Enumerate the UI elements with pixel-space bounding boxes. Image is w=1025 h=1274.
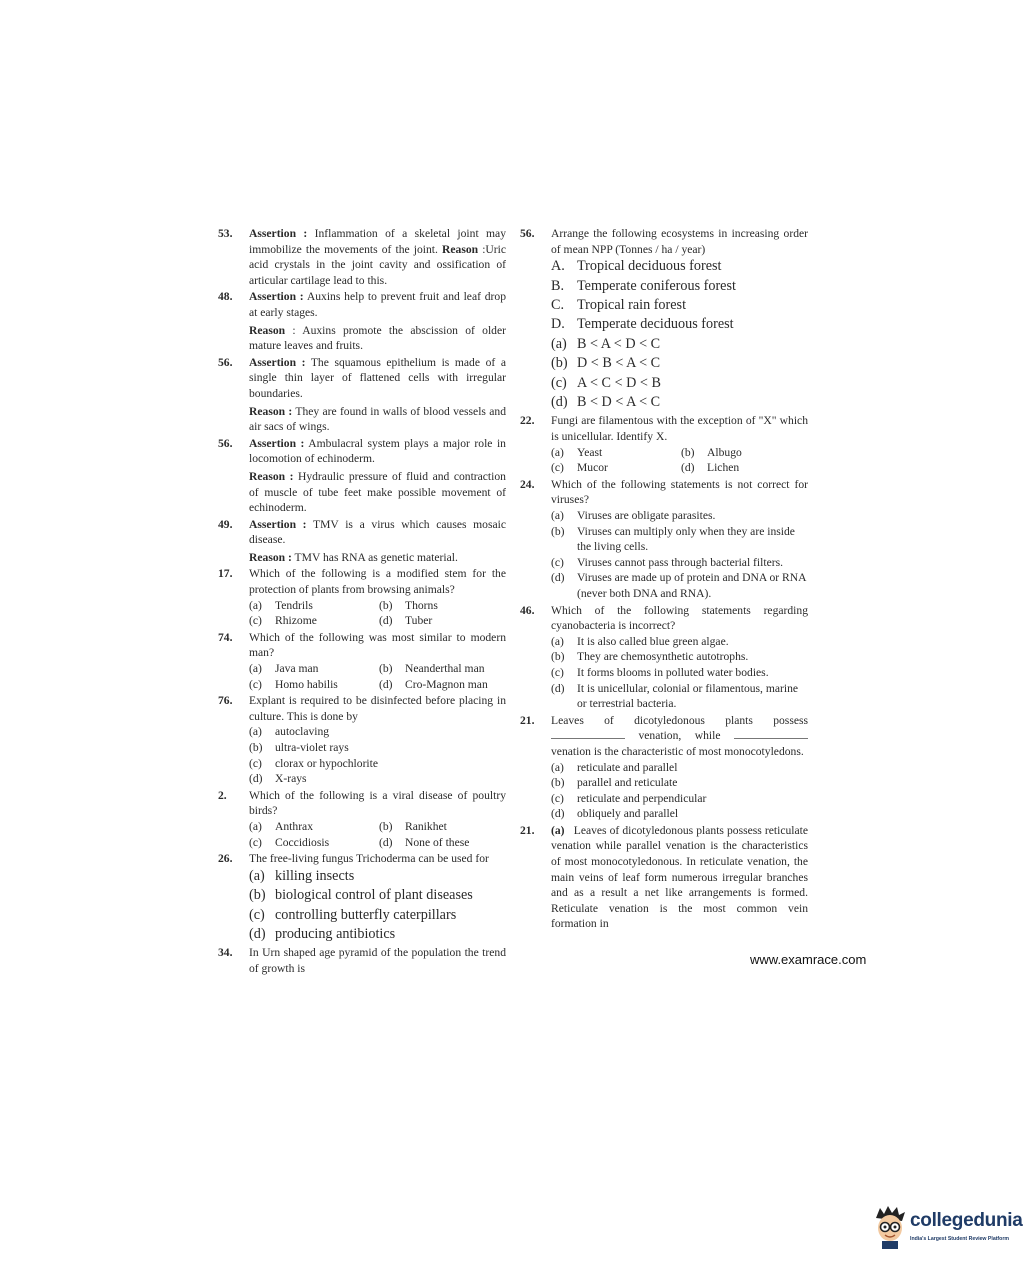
option-b [681, 445, 808, 461]
option-d [551, 806, 808, 822]
options [551, 445, 808, 476]
option-letter: (d) [681, 461, 695, 475]
question-text: In Urn shaped age pyramid of the population the trend of growth is [249, 946, 506, 975]
question-text: Arrange the following ecosystems in increasing order of mean NPP (Tonnes / ha / year) [551, 227, 808, 256]
option-letter: (a) [551, 760, 564, 774]
option-text: They are chemosynthetic autotrophs. [577, 650, 749, 664]
option-letter: (c) [249, 756, 262, 770]
question-number: 48. [218, 290, 233, 304]
question-56-ambulacral [218, 436, 506, 516]
question-text: Which of the following is a modified stem for the protection of plants from browsing animals? [249, 567, 506, 597]
option-letter: (d) [249, 772, 263, 786]
option-letter: (d) [379, 677, 393, 691]
question-number: 46. [520, 603, 535, 617]
watermark: www.examrace.com [750, 952, 867, 967]
option-b [379, 598, 506, 614]
option-a [551, 634, 808, 650]
option-text: parallel and reticulate [577, 776, 678, 790]
option-c [551, 555, 808, 571]
option-text: Rhizome [275, 614, 317, 628]
option-b [379, 661, 506, 677]
question-number: 56. [218, 355, 233, 369]
reason-text: :Uric acid crystals in the joint cavity and ossification of articular cartilage lead to this. [249, 242, 507, 287]
logo-tagline: India's Largest Student Review Platform [910, 1236, 1009, 1242]
option-a [551, 760, 808, 776]
option-text: Neanderthal man [405, 662, 485, 676]
option-text: killing insects [275, 867, 355, 884]
item-letter: A. [551, 258, 565, 275]
answer-21 [520, 823, 808, 932]
option-a [249, 867, 506, 886]
options [249, 819, 506, 850]
reason-label: Reason [442, 242, 479, 256]
reason-text: They are found in walls of blood vessels and air sacs of wings. [249, 404, 506, 434]
question-number: 74. [218, 630, 233, 644]
assertion-text: TMV is a virus which causes mosaic disease. [249, 517, 506, 547]
option-letter: (c) [249, 614, 262, 628]
option-a [249, 598, 379, 614]
option-letter: (d) [249, 925, 266, 942]
answer-number: 21. [520, 823, 535, 837]
option-text: reticulate and parallel [577, 760, 678, 774]
option-text: Mucor [577, 461, 608, 475]
item-letter: B. [551, 277, 565, 294]
question-number: 22. [520, 414, 535, 428]
question-number: 56. [520, 227, 535, 240]
option-a [551, 508, 808, 524]
option-text: Ranikhet [405, 819, 447, 833]
option-letter: (c) [249, 835, 262, 849]
option-letter: (b) [551, 776, 565, 790]
option-text: Lichen [707, 461, 740, 475]
option-letter: (c) [551, 555, 564, 569]
option-c [249, 835, 379, 851]
option-a [551, 335, 808, 354]
reason-label: Reason [249, 323, 286, 337]
question-text: The free-living fungus Trichoderma can be used for [249, 852, 489, 866]
answer-explanation: Leaves of dicotyledonous plants possess reticulate venation while parallel venation is the characteristics of most monocotyledonous. In reticulate venation, the main veins of leaf form numerous irregular branches and as a result a net like arrangements is formed. Reticulate venation is the most common vein formation in [551, 823, 808, 931]
option-text: Tuber [405, 614, 433, 628]
option-text: Anthrax [275, 819, 313, 833]
item-letter: D. [551, 316, 565, 333]
option-text: B < D < A < C [577, 394, 661, 411]
option-d [249, 925, 506, 944]
option-c [551, 374, 808, 393]
option-letter: (a) [249, 598, 262, 612]
option-a [551, 445, 681, 461]
question-17 [218, 566, 506, 628]
question-number: 26. [218, 852, 233, 866]
option-b [551, 354, 808, 373]
option-text: B < A < D < C [577, 335, 661, 352]
fill-blank [551, 729, 625, 739]
option-letter: (c) [551, 665, 564, 679]
item-text: Temperate coniferous forest [577, 277, 736, 294]
question-46 [520, 603, 808, 712]
option-text: Cro-Magnon man [405, 677, 488, 691]
list-item [551, 315, 808, 334]
assertion-label: Assertion : [249, 355, 306, 369]
question-2 [218, 788, 506, 850]
option-letter: (d) [551, 394, 568, 411]
option-text: D < B < A < C [577, 355, 661, 372]
option-letter: (c) [551, 374, 567, 391]
question-text: Which of the following was most similar to modern man? [249, 630, 506, 660]
option-letter: (b) [551, 524, 565, 538]
options [249, 867, 506, 945]
option-b [551, 775, 808, 791]
option-a [249, 724, 506, 740]
option-letter: (d) [379, 835, 393, 849]
option-d [379, 613, 506, 629]
assertion-text: The squamous epithelium is made of a single thin layer of flattened cells with irregular boundaries. [249, 355, 506, 400]
item-letter: C. [551, 297, 565, 313]
option-letter: (a) [551, 634, 564, 648]
option-letter: (c) [249, 677, 262, 691]
option-letter: (c) [249, 906, 265, 923]
assertion-label: Assertion : [249, 227, 308, 240]
option-text: reticulate and perpendicular [577, 791, 707, 805]
option-letter: (b) [379, 662, 393, 676]
question-76 [218, 693, 506, 787]
option-text: Albugo [707, 445, 742, 459]
option-letter: (c) [551, 461, 564, 475]
question-text: Which of the following statements regarding cyanobacteria is incorrect? [551, 603, 808, 633]
option-letter: (a) [551, 335, 567, 352]
option-b [379, 819, 506, 835]
option-letter: (b) [249, 741, 263, 754]
option-d [551, 393, 808, 412]
option-text: X-rays [275, 772, 307, 786]
option-text: Java man [275, 662, 319, 676]
assertion-label: Assertion : [249, 517, 307, 531]
option-text: A < C < D < B [577, 374, 661, 391]
question-56-npp [520, 226, 808, 412]
option-letter: (d) [379, 614, 393, 628]
question-number: 34. [218, 946, 233, 960]
option-letter: (b) [379, 819, 393, 833]
question-number: 56. [218, 436, 233, 450]
option-d [249, 771, 506, 787]
option-text: ultra-violet rays [275, 741, 349, 754]
list-item [551, 296, 808, 315]
reason-text: TMV has RNA as genetic material. [294, 550, 458, 564]
question-number: 49. [218, 517, 233, 531]
options [249, 661, 506, 692]
question-text: Which of the following is a viral disease of poultry birds? [249, 788, 506, 818]
reason-label: Reason : [249, 550, 292, 564]
reason-text: : Auxins promote the abscission of older mature leaves and fruits. [249, 323, 506, 353]
option-d [379, 677, 506, 693]
option-text: Viruses cannot pass through bacterial filters. [577, 555, 783, 569]
left-column [218, 226, 506, 978]
option-c [249, 677, 379, 693]
option-c [551, 665, 808, 681]
option-letter: (d) [551, 681, 565, 695]
answer-option: (a) [551, 823, 565, 837]
option-letter: (d) [551, 571, 565, 585]
question-56-assertion [218, 355, 506, 435]
option-text: Coccidiosis [275, 835, 330, 849]
assertion-text: Auxins help to prevent fruit and leaf drop at early stages. [249, 290, 507, 319]
option-c [551, 791, 808, 807]
option-text: Thorns [405, 598, 438, 612]
option-b [249, 740, 506, 756]
item-text: Tropical deciduous forest [577, 258, 722, 275]
option-b [551, 524, 808, 555]
option-c [551, 460, 681, 476]
option-b [249, 886, 506, 905]
assertion-text: Inflammation of a skeletal joint may immobilize the movements of the joint. [249, 227, 506, 256]
option-letter: (a) [249, 725, 262, 739]
option-b [551, 649, 808, 665]
mascot-icon [872, 1204, 908, 1250]
option-letter: (a) [249, 867, 265, 884]
option-letter: (b) [681, 445, 695, 459]
question-text-part-3: venation is the characteristic of most monocotyledons. [551, 744, 804, 758]
question-text: Which of the following statements is not correct for viruses? [551, 477, 808, 507]
option-d [681, 460, 808, 476]
option-text: Viruses are made up of protein and DNA or RNA (never both DNA and RNA). [577, 571, 806, 600]
option-letter: (b) [551, 650, 565, 664]
option-text: Homo habilis [275, 677, 338, 691]
option-text: obliquely and parallel [577, 807, 679, 821]
option-d [551, 570, 808, 601]
question-number: 24. [520, 477, 535, 491]
question-text: Fungi are filamentous with the exception of "X" which is unicellular. Identify X. [551, 414, 808, 444]
question-number: 2. [218, 788, 227, 802]
question-text-part-2: venation, while [638, 729, 721, 743]
option-text: clorax or hypochlorite [275, 756, 379, 770]
option-letter: (b) [249, 887, 266, 904]
option-text: It is also called blue green algae. [577, 634, 729, 648]
option-c [249, 613, 379, 629]
logo-wordmark: collegedunia [910, 1210, 1023, 1231]
option-a [249, 661, 379, 677]
question-number: 53. [218, 227, 233, 240]
option-text: biological control of plant diseases [275, 887, 473, 904]
question-24 [520, 477, 808, 602]
option-text: It is unicellular, colonial or filamentous, marine or terrestrial bacteria. [577, 681, 799, 711]
item-text: Tropical rain forest [577, 297, 687, 313]
option-letter: (d) [551, 807, 565, 821]
right-column [520, 226, 808, 933]
question-26 [218, 851, 506, 944]
question-49 [218, 517, 506, 566]
option-letter: (b) [551, 355, 568, 372]
assertion-text: Ambulacral system plays a major role in locomotion of echinoderm. [249, 436, 506, 466]
ecosystem-list [551, 257, 808, 412]
option-c [249, 756, 506, 772]
option-letter: (a) [249, 819, 262, 833]
question-21 [520, 713, 808, 822]
option-text: Tendrils [275, 598, 313, 612]
options [249, 598, 506, 629]
question-number: 17. [218, 567, 233, 581]
question-number: 76. [218, 694, 233, 708]
list-item [551, 277, 808, 296]
option-d [551, 681, 808, 712]
question-53 [218, 226, 506, 288]
option-c [249, 906, 506, 925]
collegedunia-logo[interactable] [870, 1200, 1023, 1256]
item-text: Temperate deciduous forest [577, 316, 734, 333]
option-d [379, 835, 506, 851]
option-letter: (c) [551, 791, 564, 805]
option-text: autoclaving [275, 725, 330, 739]
assertion-label: Assertion : [249, 436, 305, 450]
question-74 [218, 630, 506, 692]
question-48 [218, 289, 506, 353]
fill-blank [734, 729, 808, 739]
option-text: None of these [405, 835, 470, 849]
assertion-label: Assertion : [249, 290, 304, 304]
option-letter: (b) [379, 598, 393, 612]
question-34 [218, 945, 506, 976]
option-a [249, 819, 379, 835]
reason-label: Reason : [249, 469, 294, 483]
option-letter: (a) [249, 662, 262, 676]
option-text: Viruses are obligate parasites. [577, 509, 716, 522]
question-text: Explant is required to be disinfected before placing in culture. This is done by [249, 694, 506, 723]
option-text: controlling butterfly caterpillars [275, 906, 457, 923]
option-text: Viruses can multiply only when they are inside the living cells. [577, 524, 795, 554]
option-letter: (a) [551, 509, 564, 522]
question-number: 21. [520, 713, 535, 727]
list-item [551, 257, 808, 276]
option-text: producing antibiotics [275, 925, 396, 942]
reason-text: Hydraulic pressure of fluid and contraction of muscle of tube feet make possible movement of echinoderm. [249, 469, 506, 515]
option-letter: (a) [551, 445, 564, 459]
option-text: It forms blooms in polluted water bodies. [577, 665, 769, 679]
question-22 [520, 413, 808, 475]
option-text: Yeast [577, 445, 603, 459]
question-text-part-1: Leaves of dicotyledonous plants possess [551, 713, 808, 727]
reason-label: Reason : [249, 404, 293, 418]
